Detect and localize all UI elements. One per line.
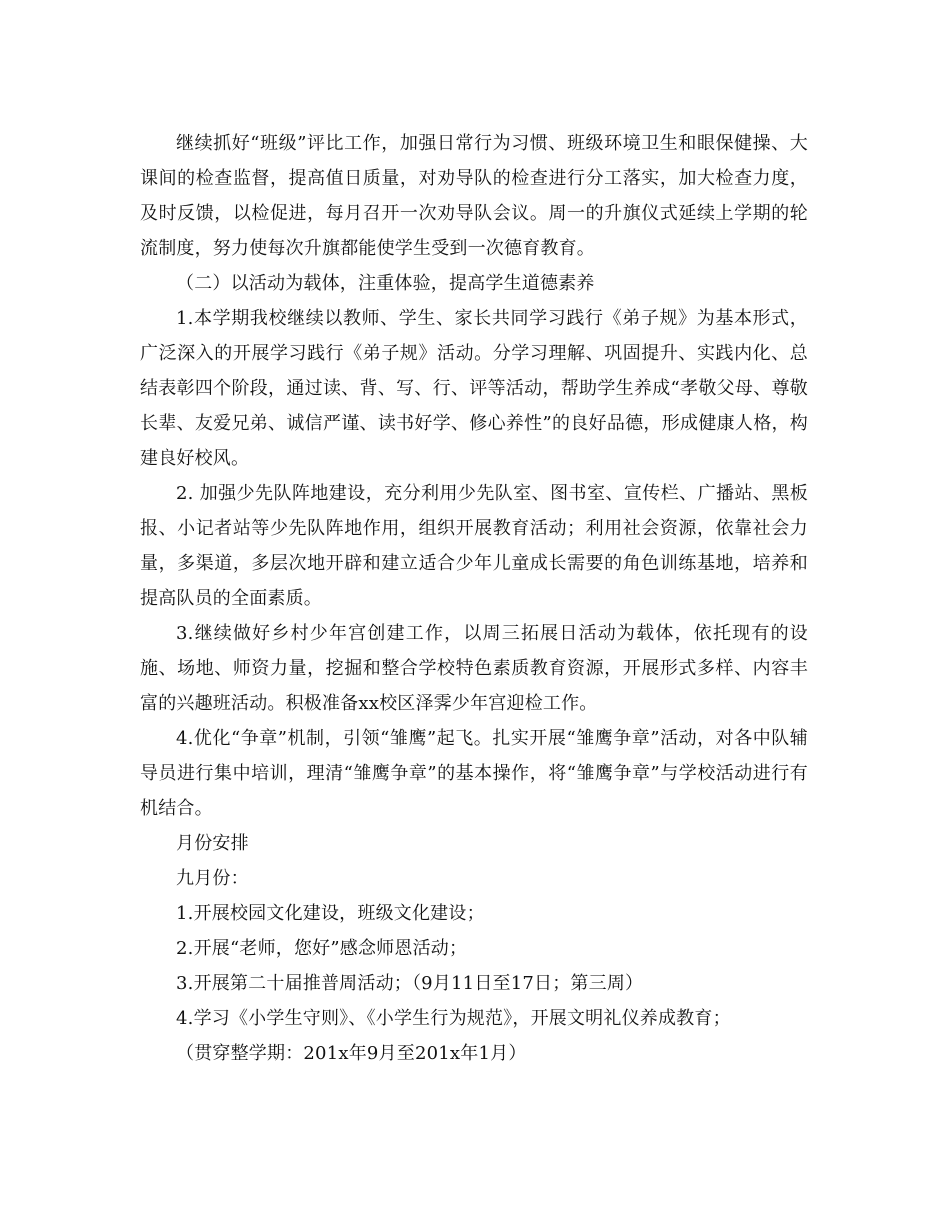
september-item-4: 4.学习《小学生守则》、《小学生行为规范》，开展文明礼仪养成教育； xyxy=(176,1008,731,1029)
september-item-1: 1.开展校园文化建设，班级文化建设； xyxy=(176,903,485,924)
september-item-4-note: （贯穿整学期：201x年9月至201x年1月） xyxy=(176,1043,527,1064)
september-heading: 九月份： xyxy=(176,868,249,889)
paragraph-item-3: 3.继续做好乡村少年宫创建工作，以周三拓展日活动为载体，依托现有的设施、场地、师资力量，挖掘和整合学校特色素质教育资源，开展形式多样、内容丰富的兴趣班活动。积极准备xx校区泽霁少年宫迎检工作。 xyxy=(140,623,808,714)
paragraph-class-evaluation: 继续抓好“班级”评比工作，加强日常行为习惯、班级环境卫生和眼保健操、大课间的检查监督，提高值日质量，对劝导队的检查进行分工落实，加大检查力度，及时反馈，以检促进，每月召开一次劝导队会议。周一的升旗仪式延续上学期的轮流制度，努力使每次升旗都能使学生受到一次德育教育。 xyxy=(140,133,808,259)
september-item-3: 3.开展第二十届推普周活动；（9月11日至17日；第三周） xyxy=(176,973,644,994)
paragraph-item-4: 4.优化“争章”机制，引领“雏鹰”起飞。扎实开展“雏鹰争章”活动，对各中队辅导员进行集中培训，理清“雏鹰争章”的基本操作，将“雏鹰争章”与学校活动进行有机结合。 xyxy=(140,728,808,819)
september-item-2: 2.开展“老师，您好”感念师恩活动； xyxy=(176,938,468,959)
paragraph-item-1: 1.本学期我校继续以教师、学生、家长共同学习践行《弟子规》为基本形式，广泛深入的开展学习践行《弟子规》活动。分学习理解、巩固提升、实践内化、总结表彰四个阶段，通过读、背、写、行、评等活动，帮助学生养成“孝敬父母、尊敬长辈、友爱兄弟、诚信严谨、读书好学、修心养性”的良好品德，形成健康人格，构建良好校风。 xyxy=(140,308,808,469)
monthly-schedule-heading: 月份安排 xyxy=(176,833,249,854)
paragraph-item-2: 2. 加强少先队阵地建设，充分利用少先队室、图书室、宣传栏、广播站、黑板报、小记者站等少先队阵地作用，组织开展教育活动；利用社会资源，依靠社会力量，多渠道，多层次地开辟和建立适合少年儿童成长需要的角色训练基地，培养和提高队员的全面素质。 xyxy=(140,483,808,609)
section-heading-activities: （二）以活动为载体，注重体验，提高学生道德素养 xyxy=(176,273,595,294)
document-body xyxy=(140,126,808,1071)
